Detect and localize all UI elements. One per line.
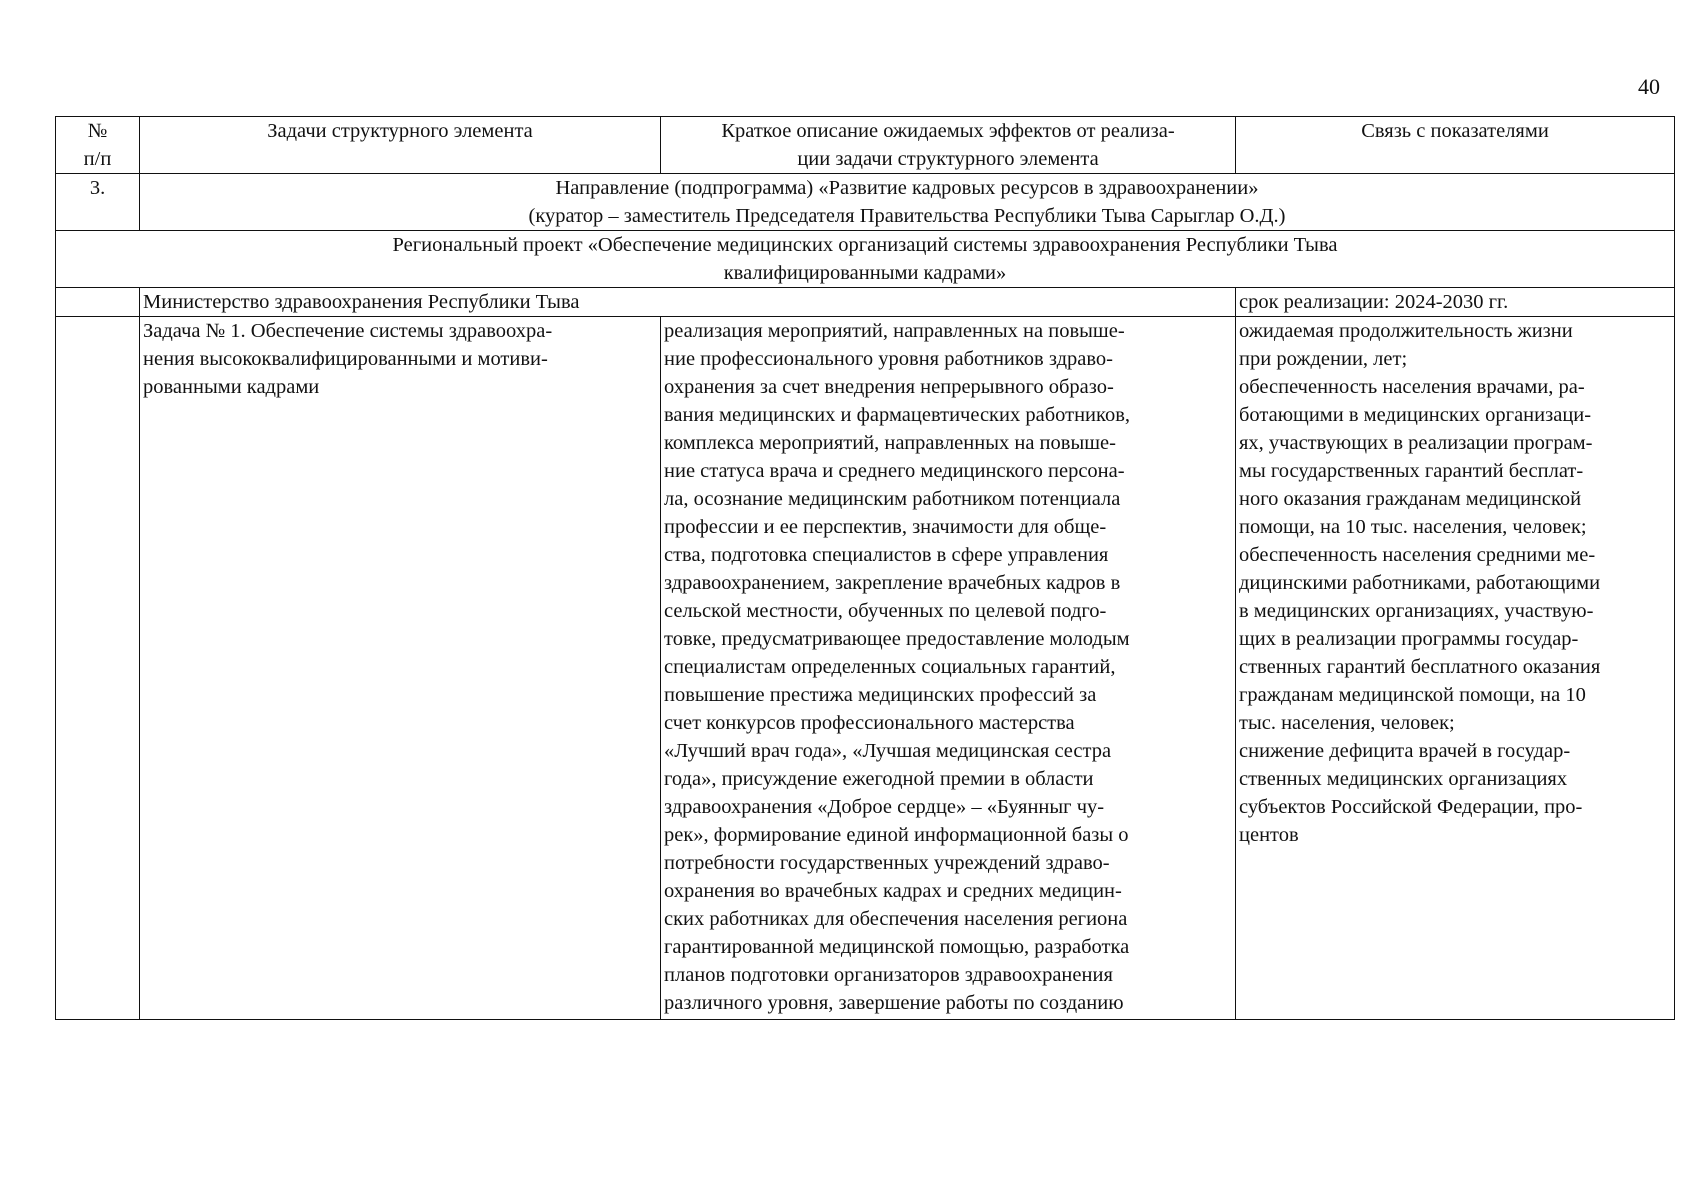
effects-text-line: товке, предусматривающее предоставление молодым [664, 628, 1130, 650]
indicators-text-line: в медицинских организациях, участвую- [1239, 600, 1594, 622]
indicators-text-line: обеспеченность населения врачами, ра- [1239, 376, 1585, 398]
effects-text-line: охранения за счет внедрения непрерывного образо- [664, 376, 1114, 398]
indicators-text-line: гражданам медицинской помощи, на 10 [1239, 684, 1586, 706]
header-effects [661, 117, 1236, 174]
indicators-text-line: при рождении, лет; [1239, 348, 1408, 370]
effects-text-line: планов подготовки организаторов здравоохранения [664, 964, 1113, 986]
task-text-line: рованными кадрами [143, 376, 320, 398]
indicators-text-line: ного оказания гражданам медицинской [1239, 488, 1582, 510]
page-number: 40 [1638, 74, 1660, 99]
project-row [56, 231, 1675, 288]
ministry-name [140, 288, 1236, 317]
task-indicators [1236, 317, 1675, 1020]
effects-text-line: здравоохранением, закрепление врачебных кадров в [664, 572, 1121, 594]
project-line1: Региональный проект «Обеспечение медицинских организаций системы здравоохранения Республики Тыва [392, 234, 1338, 256]
direction-line2: (куратор – заместитель Председателя Правительства Республики Тыва Сарыглар О.Д.) [528, 205, 1286, 227]
header-number-line1: № [87, 120, 108, 142]
direction-line1: Направление (подпрограмма) «Развитие кадровых ресурсов в здравоохранении» [555, 177, 1259, 199]
direction-title [140, 174, 1675, 231]
effects-text-line: повышение престижа медицинских профессий за [664, 684, 1097, 706]
header-number [56, 117, 140, 174]
project-line2: квалифицированными кадрами» [723, 262, 1007, 284]
effects-text-line: ла, осознание медицинским работником потенциала [664, 488, 1121, 510]
tasks-table [55, 116, 1675, 1020]
indicators-text-line: ботающими в медицинских организаци- [1239, 404, 1592, 426]
effects-text-line: ских работниках для обеспечения населения региона [664, 908, 1128, 930]
indicators-text-line: ственных медицинских организациях [1239, 768, 1568, 790]
indicators-text-line: ях, участвующих в реализации програм- [1239, 432, 1593, 454]
indicators-text-line: дицинскими работниками, работающими [1239, 572, 1601, 594]
ministry-row [56, 288, 1675, 317]
effects-text-line: реализация мероприятий, направленных на повыше- [664, 320, 1125, 342]
indicators-text-line: мы государственных гарантий бесплат- [1239, 460, 1584, 482]
task-empty-cell [56, 317, 140, 1020]
header-indicators-label: Связь с показателями [1361, 120, 1549, 142]
effects-text-line: специалистам определенных социальных гарантий, [664, 656, 1116, 678]
task-text-line: Задача № 1. Обеспечение системы здравоохра- [143, 320, 553, 342]
effects-text-line: гарантированной медицинской помощью, разработка [664, 936, 1130, 958]
indicators-text-line: обеспеченность населения средними ме- [1239, 544, 1596, 566]
effects-text-line: рек», формирование единой информационной базы о [664, 824, 1129, 846]
indicators-text-line: щих в реализации программы государ- [1239, 628, 1579, 650]
project-title [56, 231, 1675, 288]
effects-text-line: потребности государственных учреждений здраво- [664, 852, 1110, 874]
indicators-text-line: тыс. населения, человек; [1239, 712, 1455, 734]
task-effects [661, 317, 1236, 1020]
effects-text-line: профессии и ее перспектив, значимости для обще- [664, 516, 1107, 538]
indicators-text-line: ственных гарантий бесплатного оказания [1239, 656, 1601, 678]
ministry-period-text: срок реализации: 2024-2030 гг. [1239, 291, 1509, 313]
task-row [56, 317, 1675, 1020]
effects-text-line: вания медицинских и фармацевтических работников, [664, 404, 1130, 426]
indicators-text-line: помощи, на 10 тыс. населения, человек; [1239, 516, 1587, 538]
direction-number-text: 3. [89, 177, 106, 199]
effects-text-line: комплекса мероприятий, направленных на повыше- [664, 432, 1116, 454]
indicators-text-line: центов [1239, 824, 1299, 846]
header-tasks [140, 117, 661, 174]
effects-text-line: года», присуждение ежегодной премии в области [664, 768, 1094, 790]
header-effects-line1: Краткое описание ожидаемых эффектов от реализа- [721, 120, 1175, 142]
effects-text-line: различного уровня, завершение работы по созданию [664, 992, 1124, 1014]
indicators-text-line: снижение дефицита врачей в государ- [1239, 740, 1571, 762]
indicators-text-line: субъектов Российской Федерации, про- [1239, 796, 1583, 818]
effects-text-line: счет конкурсов профессионального мастерства [664, 712, 1075, 734]
task-text-line: нения высококвалифицированными и мотиви- [143, 348, 548, 370]
header-tasks-label: Задачи структурного элемента [267, 120, 533, 142]
ministry-period [1236, 288, 1675, 317]
header-effects-line2: ции задачи структурного элемента [797, 148, 1099, 170]
effects-text-line: ства, подготовка специалистов в сфере управления [664, 544, 1109, 566]
effects-text-line: охранения во врачебных кадрах и средних медицин- [664, 880, 1122, 902]
header-number-line2: п/п [83, 148, 112, 170]
effects-text-line: ние профессионального уровня работников здраво- [664, 348, 1113, 370]
header-indicators [1236, 117, 1675, 174]
direction-row [56, 174, 1675, 231]
effects-text-line: ние статуса врача и среднего медицинского персона- [664, 460, 1125, 482]
indicators-text-line: ожидаемая продолжительность жизни [1239, 320, 1573, 342]
task-description [140, 317, 661, 1020]
effects-text-line: сельской местности, обученных по целевой подго- [664, 600, 1107, 622]
direction-number [56, 174, 140, 231]
effects-text-line: «Лучший врач года», «Лучшая медицинская сестра [664, 740, 1112, 762]
table-header-row [56, 117, 1675, 174]
effects-text-line: здравоохранения «Доброе сердце» – «Буянныг чу- [664, 796, 1105, 818]
ministry-empty-cell [56, 288, 140, 317]
ministry-name-text: Министерство здравоохранения Республики Тыва [143, 291, 580, 313]
